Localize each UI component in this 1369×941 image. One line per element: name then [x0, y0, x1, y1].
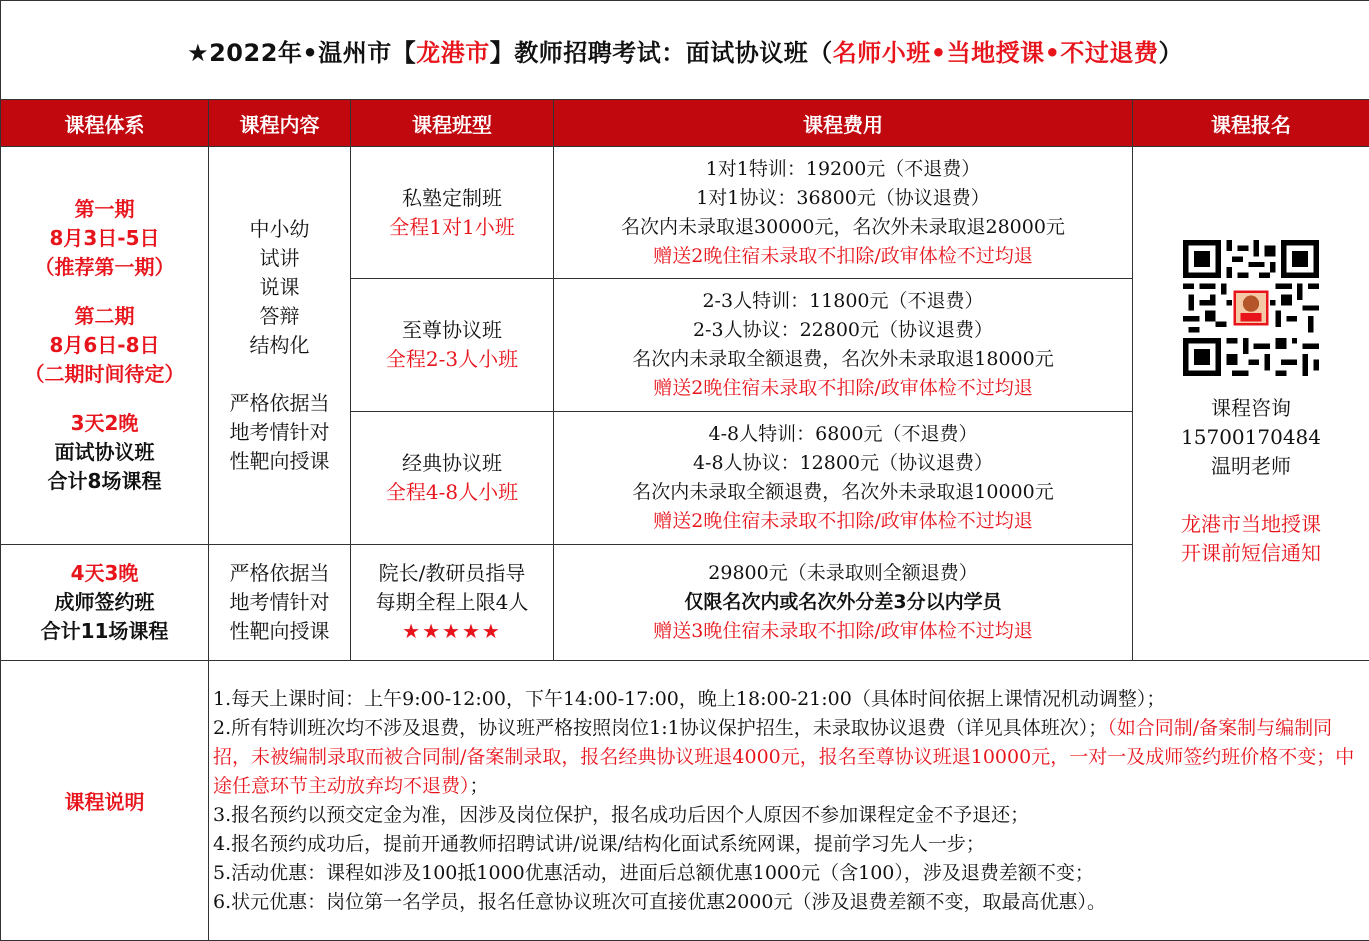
note-text: ；	[470, 775, 489, 797]
fee-line: 1对1特训：19200元（不退费）	[554, 155, 1132, 184]
content-cell-elite	[209, 545, 351, 661]
period1-name: 第一期	[1, 195, 208, 224]
fee-cell-elite	[554, 545, 1133, 661]
note-text-red: （如合同制/备案制与编制同招，未被编制录取而被合同制/备案制录取，报名经典协议班退4000元，报名至尊协议班退10000元，一对一及成师签约班价格不变；中途任意环节主动放弃均不退费）	[213, 717, 1354, 797]
enroll-cell	[1133, 147, 1369, 661]
class-cell-classic	[351, 412, 554, 545]
protocol-total: 合计8场课程	[1, 467, 208, 496]
content-line: 说课	[209, 273, 350, 302]
fee-line: 名次内未录取退30000元，名次外未录取退28000元	[554, 213, 1132, 242]
elite-class-name: 成师签约班	[1, 588, 208, 617]
content-note-line: 严格依据当	[209, 559, 350, 588]
elite-gift: 赠送3晚住宿未录取不扣除/政审体检不过均退	[554, 617, 1132, 646]
header-fee: 课程费用	[554, 100, 1133, 147]
qr-code-icon[interactable]	[1183, 240, 1319, 376]
notes-cell	[209, 661, 1369, 941]
fee-gift: 赠送2晚住宿未录取不扣除/政审体检不过均退	[554, 507, 1132, 536]
fee-line: 名次内未录取全额退费，名次外未录取退18000元	[554, 345, 1132, 374]
fee-line: 2-3人协议：22800元（协议退费）	[554, 316, 1132, 345]
header-content: 课程内容	[209, 100, 351, 147]
class-detail: 全程2-3人小班	[351, 345, 553, 374]
enroll-phone[interactable]: 15700170484	[1133, 423, 1369, 452]
header-row	[1, 100, 1369, 147]
fee-line: 1对1协议：36800元（协议退费）	[554, 184, 1132, 213]
class-cell-elite	[351, 545, 554, 661]
fee-line: 4-8人特训：6800元（不退费）	[554, 420, 1132, 449]
notes-label: 课程说明	[1, 661, 209, 941]
content-cell-protocol	[209, 147, 351, 545]
title-prefix: ★2022年•温州市【	[187, 39, 416, 67]
fee-line: 名次内未录取全额退费，名次外未录取退10000元	[554, 478, 1132, 507]
content-line: 答辩	[209, 302, 350, 331]
enroll-notice: 开课前短信通知	[1133, 539, 1369, 568]
note-item	[213, 714, 1365, 801]
note-item: 5.活动优惠：课程如涉及100抵1000优惠活动，进面后总额优惠1000元（含100），涉及退费差额不变；	[213, 859, 1365, 888]
content-line: 试讲	[209, 244, 350, 273]
fee-gift: 赠送2晚住宿未录取不扣除/政审体检不过均退	[554, 242, 1132, 271]
fee-line: 4-8人协议：12800元（协议退费）	[554, 449, 1132, 478]
star-rating-icon: ★★★★★	[351, 617, 553, 646]
notes-row	[1, 661, 1369, 941]
content-note-line: 地考情针对	[209, 588, 350, 617]
title-highlight: 名师小班•当地授课•不过退费	[833, 39, 1159, 67]
content-note-line: 性靶向授课	[209, 447, 350, 476]
fee-line: 2-3人特训：11800元（不退费）	[554, 287, 1132, 316]
header-class-type: 课程班型	[351, 100, 554, 147]
system-cell-elite	[1, 545, 209, 661]
class-detail: 全程4-8人小班	[351, 478, 553, 507]
note-item: 4.报名预约成功后，提前开通教师招聘试讲/说课/结构化面试系统网课，提前学习先人一步；	[213, 830, 1365, 859]
class-cell-supreme	[351, 279, 554, 412]
note-text: 2.所有特训班次均不涉及退费，协议班严格按照岗位1:1协议保护招生，未录取协议退费（详见具体班次）；	[213, 717, 1107, 739]
content-note-line: 性靶向授课	[209, 617, 350, 646]
note-item: 6.状元优惠：岗位第一名学员，报名任意协议班次可直接优惠2000元（涉及退费差额不变，取最高优惠）。	[213, 888, 1365, 917]
elite-line2: 每期全程上限4人	[351, 588, 553, 617]
enroll-consult: 课程咨询	[1133, 394, 1369, 423]
page-title	[1, 1, 1369, 100]
class-name: 私塾定制班	[351, 184, 553, 213]
protocol-duration: 3天2晚	[1, 409, 208, 438]
header-enroll: 课程报名	[1133, 100, 1369, 147]
title-suffix: ）	[1158, 39, 1183, 67]
elite-fee: 29800元（未录取则全额退费）	[554, 559, 1132, 588]
class-name: 至尊协议班	[351, 316, 553, 345]
fee-cell-supreme	[554, 279, 1133, 412]
content-note-line: 严格依据当	[209, 389, 350, 418]
protocol-class-name: 面试协议班	[1, 438, 208, 467]
period1-note: （推荐第一期）	[1, 253, 208, 282]
title-middle: 】教师招聘考试：面试协议班（	[490, 39, 833, 67]
period2-name: 第二期	[1, 302, 208, 331]
note-item: 1.每天上课时间：上午9:00-12:00，下午14:00-17:00，晚上18:00-21:00（具体时间依据上课情况机动调整）；	[213, 685, 1365, 714]
elite-duration: 4天3晚	[1, 559, 208, 588]
enroll-teacher: 温明老师	[1133, 452, 1369, 481]
content-line: 结构化	[209, 331, 350, 360]
period1-date: 8月3日-5日	[1, 224, 208, 253]
fee-cell-private	[554, 147, 1133, 279]
title-city: 龙港市	[416, 39, 490, 67]
elite-line1: 院长/教研员指导	[351, 559, 553, 588]
period2-note: （二期时间待定）	[1, 360, 208, 389]
period2-date: 8月6日-8日	[1, 331, 208, 360]
elite-total: 合计11场课程	[1, 617, 208, 646]
elite-condition: 仅限名次内或名次外分差3分以内学员	[554, 588, 1132, 617]
class-cell-private	[351, 147, 554, 279]
table-row	[1, 147, 1369, 279]
enroll-local: 龙港市当地授课	[1133, 510, 1369, 539]
content-line: 中小幼	[209, 215, 350, 244]
fee-gift: 赠送2晚住宿未录取不扣除/政审体检不过均退	[554, 374, 1132, 403]
system-cell-protocol	[1, 147, 209, 545]
fee-cell-classic	[554, 412, 1133, 545]
content-note-line: 地考情针对	[209, 418, 350, 447]
note-item: 3.报名预约以预交定金为准，因涉及岗位保护，报名成功后因个人原因不参加课程定金不予退还；	[213, 801, 1365, 830]
header-system: 课程体系	[1, 100, 209, 147]
class-detail: 全程1对1小班	[351, 213, 553, 242]
class-name: 经典协议班	[351, 449, 553, 478]
